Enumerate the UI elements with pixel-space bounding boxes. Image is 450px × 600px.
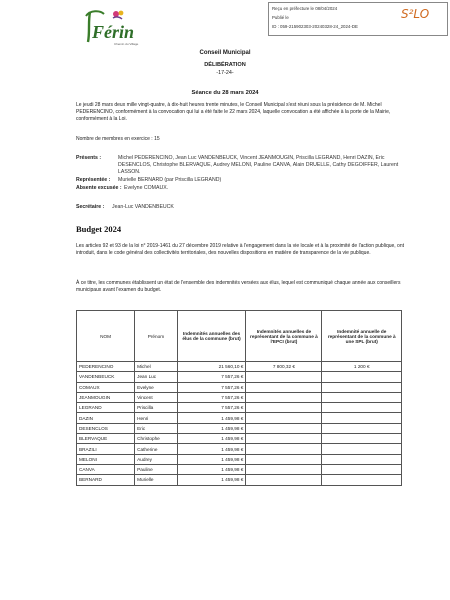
absent-value: Evelyne COMAUX. [124,185,169,191]
cell-commune: 1 459,98 € [177,423,246,433]
cell-nom: DESENCLOS [77,423,135,433]
table-row [77,464,402,474]
cell-commune: 1 459,98 € [177,413,246,423]
presents-label: Présents : [76,155,102,161]
ferin-logo [80,8,146,48]
cell-commune: 1 459,98 € [177,464,246,474]
cell-spl [322,444,402,454]
cell-spl [322,392,402,402]
cell-nom: BRAZILI [77,444,135,454]
cell-prenom: Audrey [135,454,178,464]
cell-prenom: Vincent [135,392,178,402]
cell-spl [322,403,402,413]
table-row [77,423,402,433]
stamp-signature-icon [399,5,443,21]
cell-epci [246,403,322,413]
cell-epci [246,423,322,433]
cell-epci [246,434,322,444]
cell-commune: 7 557,26 € [177,392,246,402]
cell-spl [322,475,402,485]
cell-epci [246,372,322,382]
cell-prenom: Christophe [135,434,178,444]
table-row [77,454,402,464]
represented-value: Murielle BERNARD (par Priscilla LEGRAND) [118,177,222,183]
table-row [77,372,402,382]
cell-commune: 1 459,98 € [177,454,246,464]
cell-commune: 7 557,26 € [177,403,246,413]
cell-nom: VANDENBEUCK [77,372,135,382]
council-title: Conseil Municipal [199,50,251,56]
table-row [77,434,402,444]
cell-commune: 1 459,98 € [177,475,246,485]
cell-prenom: Eric [135,423,178,433]
col-prenom: Prénom [135,311,178,362]
stamp-id: ID : 059-215902303-20240328-24_2024-DE [272,24,358,29]
cell-nom: BERNARD [77,475,135,485]
table-row [77,382,402,392]
cell-spl [322,423,402,433]
col-epci-indemnity: Indemnités annuelles de représentant de la commune à l'EPCI (brut) [246,311,322,362]
cell-commune: 1 459,98 € [177,444,246,454]
session-date: Séance du 28 mars 2024 [191,90,259,96]
cell-commune: 7 557,26 € [177,382,246,392]
body-paragraph-2: À ce titre, les communes établissent un état de l'ensemble des indemnités versées aux élus, lequel est communiqué chaque année aux conseillers municipaux avant l'examen du budget. [76,280,401,293]
secretary-label: Secrétaire : [76,204,105,210]
cell-spl [322,434,402,444]
cell-epci [246,454,322,464]
intro-paragraph: Le jeudi 28 mars deux mille vingt-quatre, à dix-huit heures trente minutes, le Conseil Municipal s'est réuni sous la présidence de M. Michel PEDERENCINO, conformément à la convocation qui lui a été faite le 22 mars 2024, laquelle convocation a été affichée à la porte de la Mairie, conformément à la Loi. [76,102,391,122]
cell-spl [322,464,402,474]
col-commune-indemnity: Indemnités annuelles des élus de la commune (brut) [177,311,246,362]
col-spl-indemnity: Indemnité annuelle de représentant de la commune à une SPL (brut) [322,311,402,362]
cell-prenom: Priscilla [135,403,178,413]
cell-prenom: Henri [135,413,178,423]
cell-spl [322,372,402,382]
col-nom: NOM [77,311,135,362]
table-row [77,362,402,372]
cell-epci [246,444,322,454]
cell-nom: COMAUX [77,382,135,392]
cell-prenom: Evelyne [135,382,178,392]
stamp-received: Reçu en préfecture le 08/04/2024 [272,6,338,11]
table-row [77,392,402,402]
cell-prenom: Pauline [135,464,178,474]
section-title: Budget 2024 [76,224,122,234]
cell-spl: 1 200 € [322,362,402,372]
table-header-row [77,311,402,362]
svg-text:Chemin du Village: Chemin du Village [114,42,139,46]
indemnities-table [76,310,402,486]
cell-epci [246,413,322,423]
prefecture-stamp [268,2,448,36]
cell-nom: PEDERENCINO [77,362,135,372]
svg-text:S²LO: S²LO [401,7,430,21]
cell-nom: DAZIN [77,413,135,423]
presents-list: Michel PEDERENCINO, Jean Luc VANDENBEUCK, Vincent JEANMOUGIN, Priscilla LEGRAND, Henri DAZIN, Eric DESENCLOS, Christophe BLERVAQUE, Audrey MELONI, Pauline CANVA, Alain DRUELLE, Cathy DEGOIFFER, Laurent LASSON. [118,155,399,175]
cell-epci [246,475,322,485]
cell-prenom: Michel [135,362,178,372]
table-row [77,444,402,454]
cell-epci: 7 800,32 € [246,362,322,372]
cell-nom: CANVA [77,464,135,474]
cell-commune: 21 560,10 € [177,362,246,372]
cell-commune: 1 459,98 € [177,434,246,444]
cell-nom: LEGRAND [77,403,135,413]
cell-prenom: Jean Luc [135,372,178,382]
cell-prenom: Murielle [135,475,178,485]
members-count: Nombre de membres en exercice : 15 [76,136,160,142]
cell-prenom: Catherine [135,444,178,454]
cell-nom: JEANMOUGIN [77,392,135,402]
cell-spl [322,413,402,423]
absent-label: Absente excusée : [76,185,122,191]
cell-epci [246,392,322,402]
table-row [77,413,402,423]
table-row [77,475,402,485]
cell-nom: BLERVAQUE [77,434,135,444]
body-paragraph-1: Les articles 92 et 93 de la loi n° 2019-1461 du 27 décembre 2019 relative à l'engagement dans la vie locale et à la proximité de l'action publique, ont introduit, dans le code général des collectivités territoriales, des nouvelles dispositions en matière de transparence de la vie publique. [76,243,405,256]
cell-nom: MELONI [77,454,135,464]
cell-spl [322,382,402,392]
cell-commune: 7 557,26 € [177,372,246,382]
cell-epci [246,382,322,392]
document-type: DÉLIBÉRATION [204,62,246,68]
svg-text:Férin: Férin [92,22,135,42]
cell-epci [246,464,322,474]
secretary-value: Jean-Luc VANDENBEUCK [112,204,174,210]
cell-spl [322,454,402,464]
deliberation-number: -17-24- [216,70,234,76]
table-row [77,403,402,413]
represented-label: Représentée : [76,177,111,183]
stamp-published: Publié le [272,15,289,20]
